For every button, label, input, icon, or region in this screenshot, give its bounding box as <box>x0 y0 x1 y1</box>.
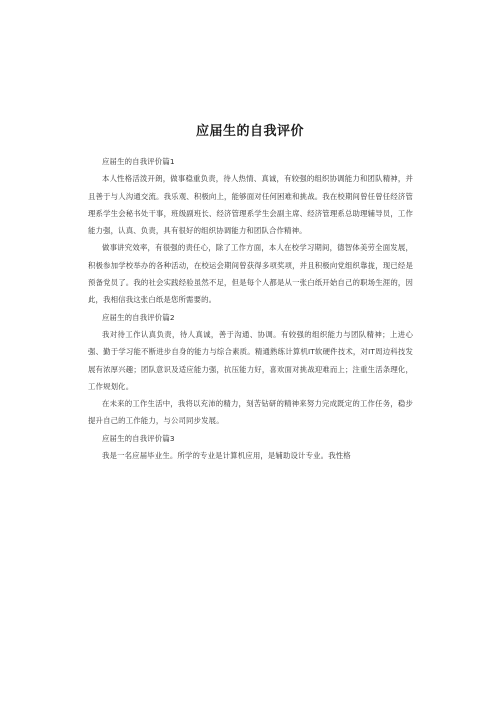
section-2-paragraph-2: 在未来的工作生活中，我将以充沛的精力，刻苦钻研的精神来努力完成既定的工作任务，稳步提升自己的工作能力，与公司同步发展。 <box>88 399 413 426</box>
section-3-paragraph-1: 我是一名应届毕业生。所学的专业是计算机应用，是辅助设计专业。我性格 <box>102 451 351 461</box>
section-2-paragraph-1: 我对待工作认真负责，待人真诚，善于沟通、协调。有较强的组织能力与团队精神；上进心强、勤于学习能不断进步自身的能力与综合素质。精通熟练计算机IT软硬件技术，对IT周边科技发展有浓厚兴趣；团队意识及适应能力强，抗压能力好，喜欢面对挑战迎难而上；注重生活条理化，工作规划化。 <box>88 329 413 391</box>
section-heading-1: 应届生的自我评价篇1 <box>102 157 175 166</box>
section-1-paragraph-2: 做事讲究效率，有很强的责任心，除了工作方面，本人在校学习期间，德智体美劳全面发展，积极参加学校举办的各种活动，在校运会期间曾获得多项奖项，并且积极向党组织靠拢，现已经是预备党员了。我的社会实践经验虽然不足，但是每个人都是从一张白纸开始自己的职场生涯的，因此，我相信我这张白纸是您所需要的。 <box>88 243 413 305</box>
section-heading-2: 应届生的自我评价篇2 <box>102 312 175 322</box>
document-title: 应届生的自我评价 <box>195 124 304 139</box>
document-body <box>88 153 413 464</box>
section-heading-3: 应届生的自我评价篇3 <box>102 433 175 443</box>
section-1-paragraph-1: 本人性格活泼开朗，做事稳重负责，待人热情、真诚，有较强的组织协调能力和团队精神，并且善于与人沟通交流。我乐观、积极向上，能够面对任何困难和挑战。我在校期间曾任曾任经济管理系学生会秘书处干事，班级副班长、经济管理系学生会副主席、经济管理系总助理辅导员，工作能力强，认真、负责，具有很好的组织协调能力和团队合作精神。 <box>88 174 413 236</box>
